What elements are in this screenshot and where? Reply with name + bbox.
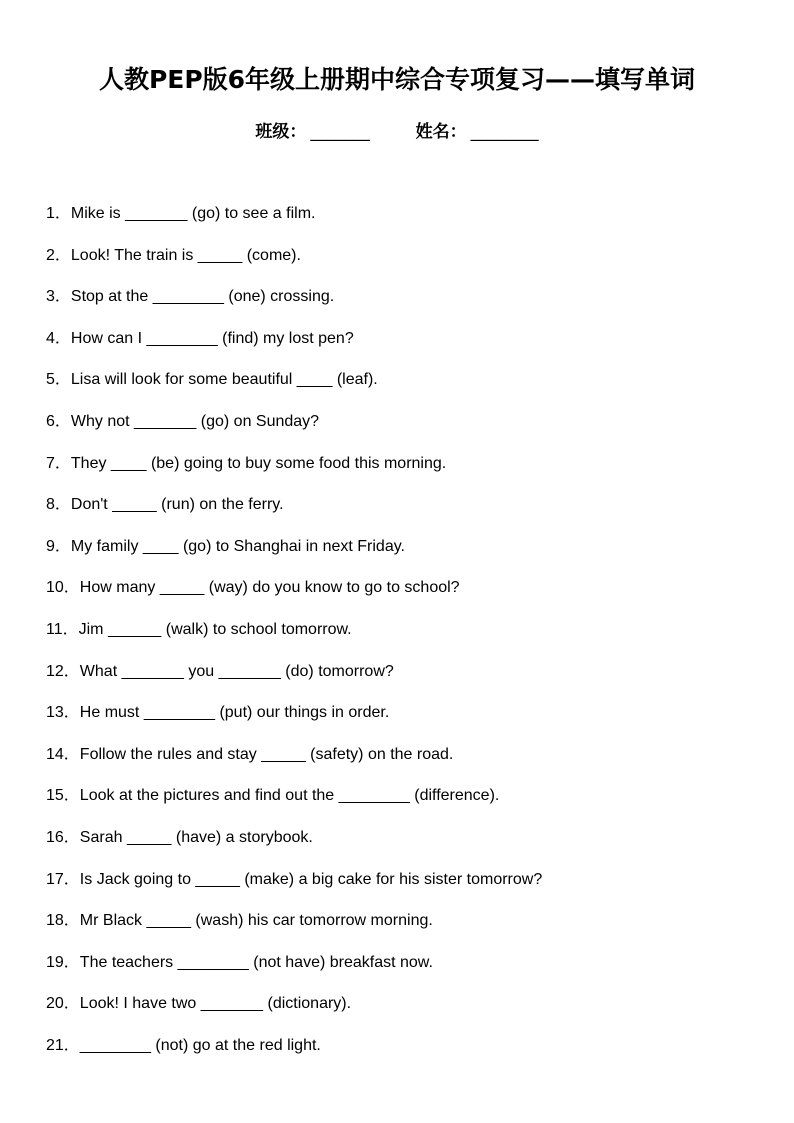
question-item: 12．What _______ you _______ (do) tomorrow? xyxy=(46,662,394,680)
question-item: 16．Sarah _____ (have) a storybook. xyxy=(46,828,313,846)
question-item: 15．Look at the pictures and find out the ________ (difference). xyxy=(46,787,500,805)
class-label: 班级： xyxy=(255,122,307,142)
question-item: 9．My family ____ (go) to Shanghai in next Friday. xyxy=(46,537,405,555)
name-blank: ________ xyxy=(470,122,539,142)
question-item: 13．He must ________ (put) our things in order. xyxy=(46,704,390,722)
question-item: 17．Is Jack going to _____ (make) a big cake for his sister tomorrow? xyxy=(46,870,543,888)
question-item: 5．Lisa will look for some beautiful ____ (leaf). xyxy=(46,371,378,389)
question-item: 4．How can I ________ (find) my lost pen? xyxy=(46,329,354,347)
class-blank: _______ xyxy=(310,122,370,142)
class-field xyxy=(255,118,370,146)
question-item: 8．Don't _____ (run) on the ferry. xyxy=(46,496,284,514)
question-item: 2．Look! The train is _____ (come). xyxy=(46,246,301,264)
student-info-row xyxy=(0,118,794,146)
question-item: 7．They ____ (be) going to buy some food this morning. xyxy=(46,454,447,472)
question-item: 18．Mr Black _____ (wash) his car tomorrow morning. xyxy=(46,912,433,930)
question-item: 20．Look! I have two _______ (dictionary). xyxy=(46,995,352,1013)
question-item: 11．Jim ______ (walk) to school tomorrow. xyxy=(46,620,352,638)
question-item: 3．Stop at the ________ (one) crossing. xyxy=(46,288,335,306)
question-item: 21．________ (not) go at the red light. xyxy=(46,1036,321,1054)
question-item: 14．Follow the rules and stay _____ (safety) on the road. xyxy=(46,745,454,763)
question-item: 6．Why not _______ (go) on Sunday? xyxy=(46,412,320,430)
question-list xyxy=(46,200,766,1073)
name-label: 姓名： xyxy=(415,122,467,142)
question-item: 10．How many _____ (way) do you know to go to school? xyxy=(46,579,460,597)
name-field xyxy=(416,118,539,146)
question-item: 1．Mike is _______ (go) to see a film. xyxy=(46,205,316,222)
page-title: 人教PEP版6年级上册期中综合专项复习——填写单词 xyxy=(98,65,696,94)
question-item: 19．The teachers ________ (not have) breakfast now. xyxy=(46,953,433,971)
